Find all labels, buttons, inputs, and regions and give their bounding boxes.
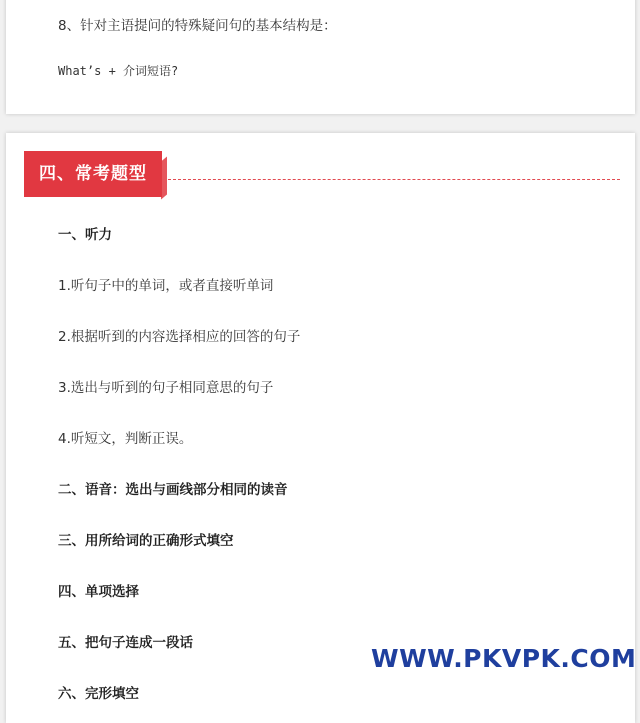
- heading-divider: [168, 179, 620, 180]
- item-listening-4: 4.听短文，判断正误。: [58, 431, 193, 447]
- question-8-text: 8、针对主语提问的特殊疑问句的基本结构是：: [58, 18, 337, 34]
- item-phonetics-heading: 二、语音：选出与画线部分相同的读音: [58, 482, 288, 498]
- site-watermark: WWW.PKVPK.COM: [371, 644, 637, 673]
- item-cloze-heading: 六、完形填空: [58, 686, 139, 702]
- item-multiple-choice-heading: 四、单项选择: [58, 584, 139, 600]
- item-listening-2: 2.根据听到的内容选择相应的回答的句子: [58, 329, 301, 345]
- item-listening-heading: 一、听力: [58, 227, 112, 243]
- item-listening-3: 3.选出与听到的句子相同意思的句子: [58, 380, 274, 396]
- section-heading: 四、常考题型: [24, 151, 162, 197]
- item-sentence-ordering-heading: 五、把句子连成一段话: [58, 635, 193, 651]
- item-listening-1: 1.听句子中的单词，或者直接听单词: [58, 278, 274, 294]
- item-word-form-heading: 三、用所给词的正确形式填空: [58, 533, 234, 549]
- structure-example: What’s + 介词短语?: [58, 64, 179, 78]
- common-question-types-card: [6, 133, 635, 723]
- previous-section-card: [6, 0, 635, 114]
